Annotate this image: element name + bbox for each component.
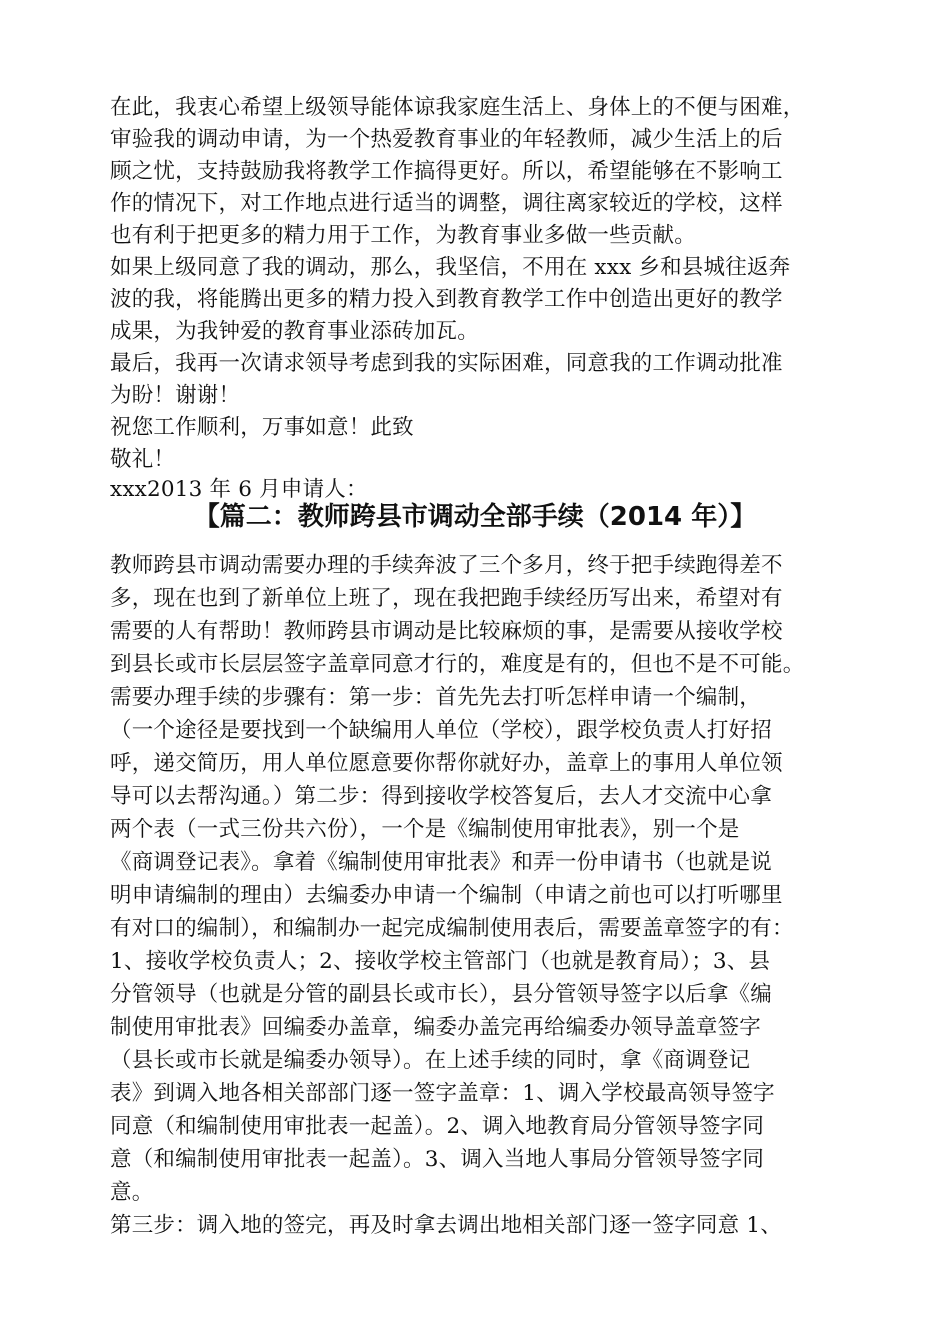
paragraph-line: 如果上级同意了我的调动，那么，我坚信，不用在 xxx 乡和县城往返奔 (110, 255, 791, 280)
paragraph-line: 到县长或市长层层签字盖章同意才行的，难度是有的，但也不是不可能。 (110, 652, 805, 677)
paragraph-line: 需要的人有帮助！教师跨县市调动是比较麻烦的事，是需要从接收学校 (110, 619, 783, 644)
paragraph-line: 教师跨县市调动需要办理的手续奔波了三个多月，终于把手续跑得差不 (110, 553, 783, 578)
signature-line: xxx2013 年 6 月申请人： (110, 477, 368, 502)
paragraph-line: 意。 (110, 1180, 154, 1205)
paragraph-line: 作的情况下，对工作地点进行适当的调整，调往离家较近的学校，这样 (110, 191, 783, 216)
paragraph-line: 导可以去帮沟通。）第二步：得到接收学校答复后，去人才交流中心拿 (110, 784, 772, 809)
paragraph-line: 顾之忧，支持鼓励我将教学工作搞得更好。所以，希望能够在不影响工 (110, 159, 783, 184)
paragraph-line: 1、接收学校负责人；2、接收学校主管部门（也就是教育局）；3、县 (110, 949, 771, 974)
paragraph-line: （县长或市长就是编委办领导）。在上述手续的同时，拿《商调登记 (110, 1048, 751, 1073)
paragraph-line: 制使用审批表》回编委办盖章，编委办盖完再给编委办领导盖章签字 (110, 1015, 762, 1040)
paragraph-line: 为盼！谢谢！ (110, 383, 241, 408)
paragraph-line: 意（和编制使用审批表一起盖）。3、调入当地人事局分管领导签字同 (110, 1147, 765, 1172)
paragraph-line: 《商调登记表》。拿着《编制使用审批表》和弄一份申请书（也就是说 (110, 850, 772, 875)
paragraph-line: 审验我的调动申请，为一个热爱教育事业的年轻教师，减少生活上的后 (110, 127, 783, 152)
paragraph-line: 成果，为我钟爱的教育事业添砖加瓦。 (110, 319, 479, 344)
paragraph-line: 也有利于把更多的精力用于工作，为教育事业多做一些贡献。 (110, 223, 696, 248)
paragraph-line: 有对口的编制），和编制办一起完成编制使用表后，需要盖章签字的有： (110, 916, 794, 941)
salutation-line: 敬礼！ (110, 447, 176, 472)
section-heading: 【篇二：教师跨县市调动全部手续（2014 年）】 (193, 502, 757, 532)
paragraph-line: 多，现在也到了新单位上班了，现在我把跑手续经历写出来，希望对有 (110, 586, 783, 611)
paragraph-line: 最后，我再一次请求领导考虑到我的实际困难，同意我的工作调动批准 (110, 351, 783, 376)
paragraph-line: （一个途径是要找到一个缺编用人单位（学校），跟学校负责人打好招 (110, 718, 772, 743)
paragraph-line: 在此，我衷心希望上级领导能体谅我家庭生活上、身体上的不便与困难， (110, 95, 805, 120)
paragraph-line: 表》到调入地各相关部部门逐一签字盖章：1、调入学校最高领导签字 (110, 1081, 775, 1106)
paragraph-line: 两个表（一式三份共六份），一个是《编制使用审批表》，别一个是 (110, 817, 740, 842)
paragraph-line: 波的我，将能腾出更多的精力投入到教育教学工作中创造出更好的教学 (110, 287, 783, 312)
closing-line: 祝您工作顺利，万事如意！此致 (110, 415, 414, 440)
paragraph-line: 第三步：调入地的签完，再及时拿去调出地相关部门逐一签字同意 1、 (110, 1213, 782, 1238)
paragraph-line: 呼，递交简历，用人单位愿意要你帮你就好办，盖章上的事用人单位领 (110, 751, 783, 776)
paragraph-line: 同意（和编制使用审批表一起盖）。2、调入地教育局分管领导签字同 (110, 1114, 765, 1139)
paragraph-line: 需要办理手续的步骤有：第一步：首先先去打听怎样申请一个编制， (110, 685, 762, 710)
paragraph-line: 明申请编制的理由）去编委办申请一个编制（申请之前也可以打听哪里 (110, 883, 783, 908)
paragraph-line: 分管领导（也就是分管的副县长或市长），县分管领导签字以后拿《编 (110, 982, 772, 1007)
